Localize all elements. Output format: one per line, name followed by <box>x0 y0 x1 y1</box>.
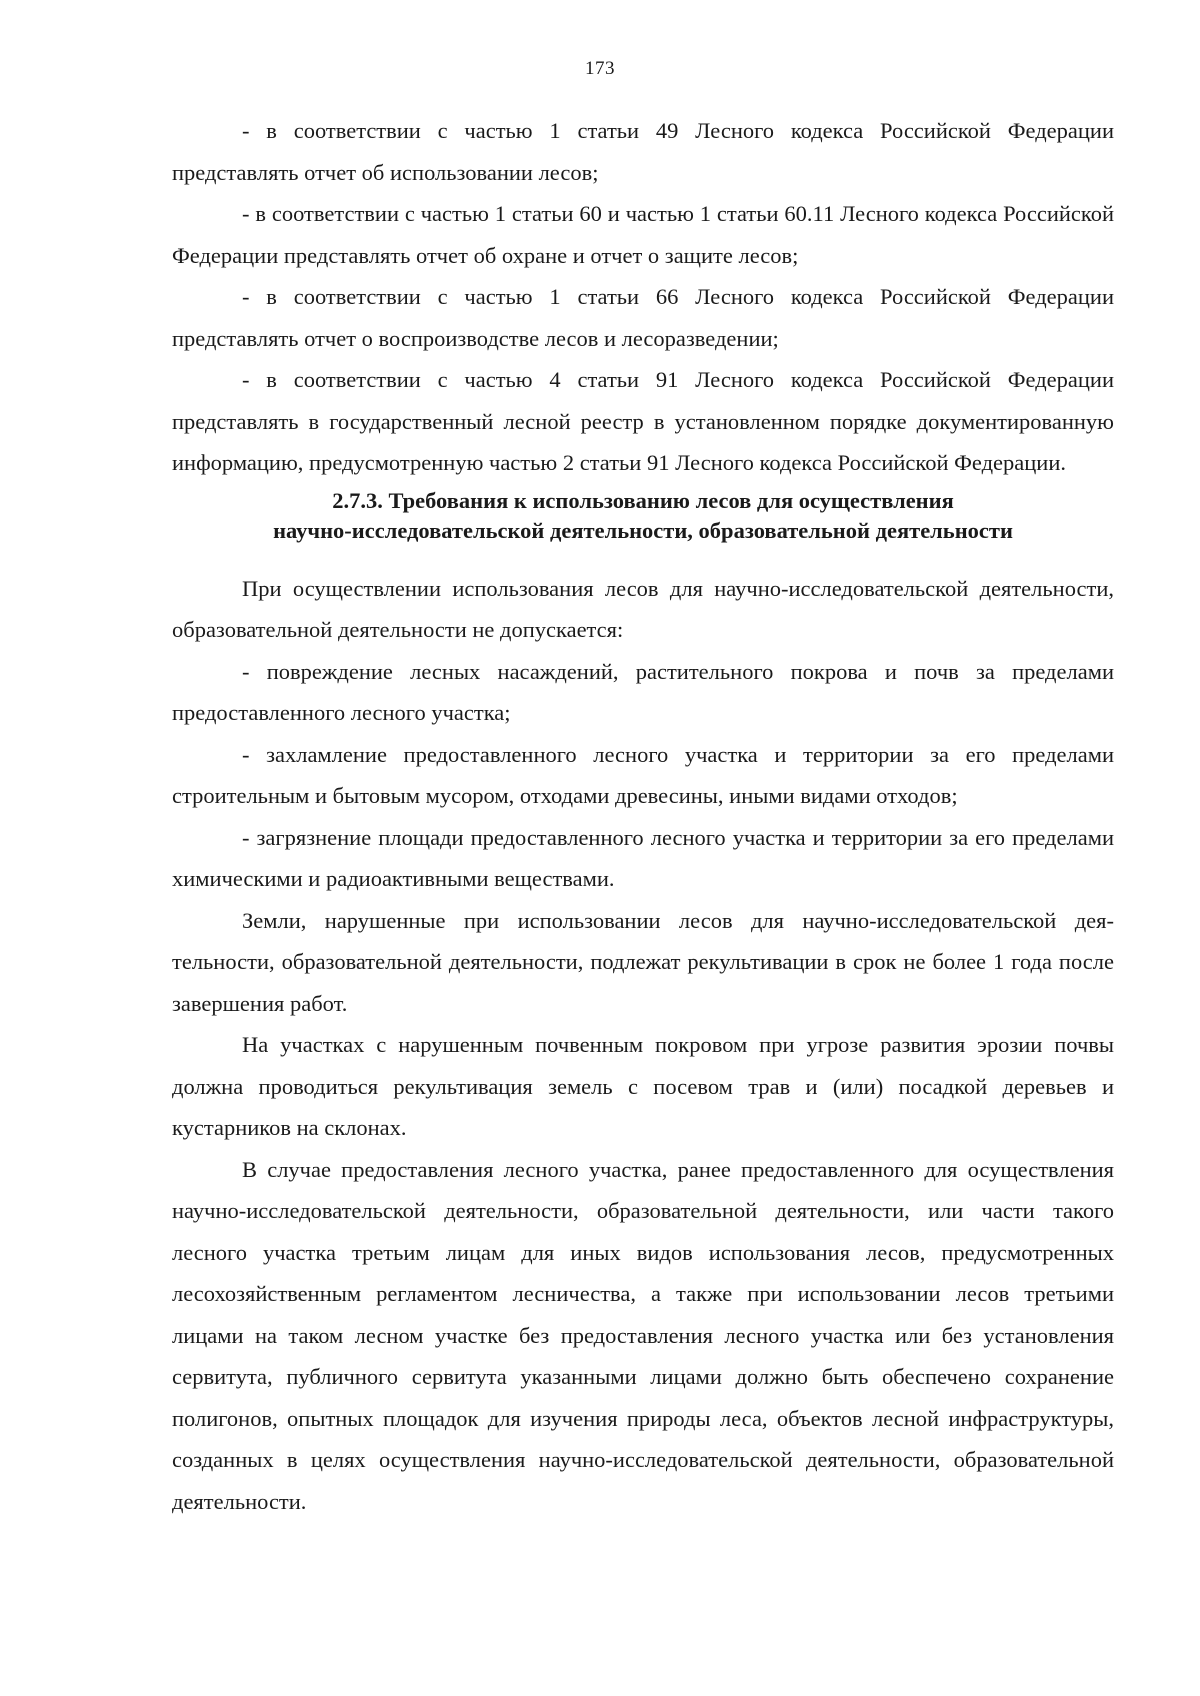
page-number: 173 <box>585 58 615 79</box>
paragraph-erosion: На участках с нарушенным почвенным покровом при угрозе развития эрозии почвы должна проводиться рекультивация земель с посевом трав и (или) посадкой деревьев и кустарников на склонах. <box>172 1032 1114 1140</box>
paragraph-not-allowed: При осуществлении использования лесов для научно-исследовательской деятельности, образовательной деятельности не допускается: <box>172 575 1114 642</box>
section-heading-line-2: научно-исследовательской деятельности, образовательной деятельности <box>273 517 1013 543</box>
document-body <box>172 110 1114 1522</box>
paragraph-littering: - захламление предоставленного лесного участка и территории за его пределами строительным и бытовым мусором, отходами древесины, иными видами отходов; <box>172 741 1114 808</box>
paragraph-forest-registry: - в соответствии с частью 4 статьи 91 Лесного кодекса Российской Федерации представлять в государственный лесной реестр в установленном порядке документированную информацию, предусмотренную частью 2 статьи 91 Лесного кодекса Российской Федерации. <box>172 367 1114 475</box>
paragraph-report-reproduction: - в соответствии с частью 1 статьи 66 Лесного кодекса Российской Федерации представлять отчет о воспроизводстве лесов и лесоразведении; <box>172 284 1114 351</box>
paragraph-pollution: - загрязнение площади предоставленного лесного участка и территории за его пределами химическими и радиоактивными веществами. <box>172 824 1114 891</box>
paragraph-recultivation-term: Земли, нарушенные при использовании лесов для научно-исследовательской деятельности, образовательной деятельности, подлежат рекультивации в срок не более 1 года после завершения работ. <box>172 907 1114 1016</box>
paragraph-report-protection: - в соответствии с частью 1 статьи 60 и частью 1 статьи 60.11 Лесного кодекса Российской Федерации представлять отчет об охране и отчет о защите лесов; <box>172 201 1114 268</box>
paragraph-report-forest-use: - в соответствии с частью 1 статьи 49 Лесного кодекса Российской Федерации представлять отчет об использовании лесов; <box>172 118 1114 185</box>
section-heading-line-1: 2.7.3. Требования к использованию лесов для осуществления <box>332 487 954 513</box>
paragraph-damage: - повреждение лесных насаждений, растительного покрова и почв за пределами предоставленного лесного участка; <box>172 658 1114 725</box>
section-heading <box>172 486 1114 546</box>
paragraph-third-parties: В случае предоставления лесного участка, ранее предоставленного для осуществления научно-исследовательской деятельности, образовательной деятельности, или части такого лесного участка третьим лицам для иных видов использования лесов, предусмотренных лесохозяйственным регламентом лесничества, а также при использовании лесов третьими лицами на таком лесном участке без предоставления лесного участка или без установления сервитута, публичного сервитута указанными лицами должно быть обеспечено сохранение полигонов, опытных площадок для изучения природы леса, объектов лесной инфраструктуры, созданных в целях осуществления научно-исследовательской деятельности, образовательной деятельности. <box>172 1156 1114 1514</box>
